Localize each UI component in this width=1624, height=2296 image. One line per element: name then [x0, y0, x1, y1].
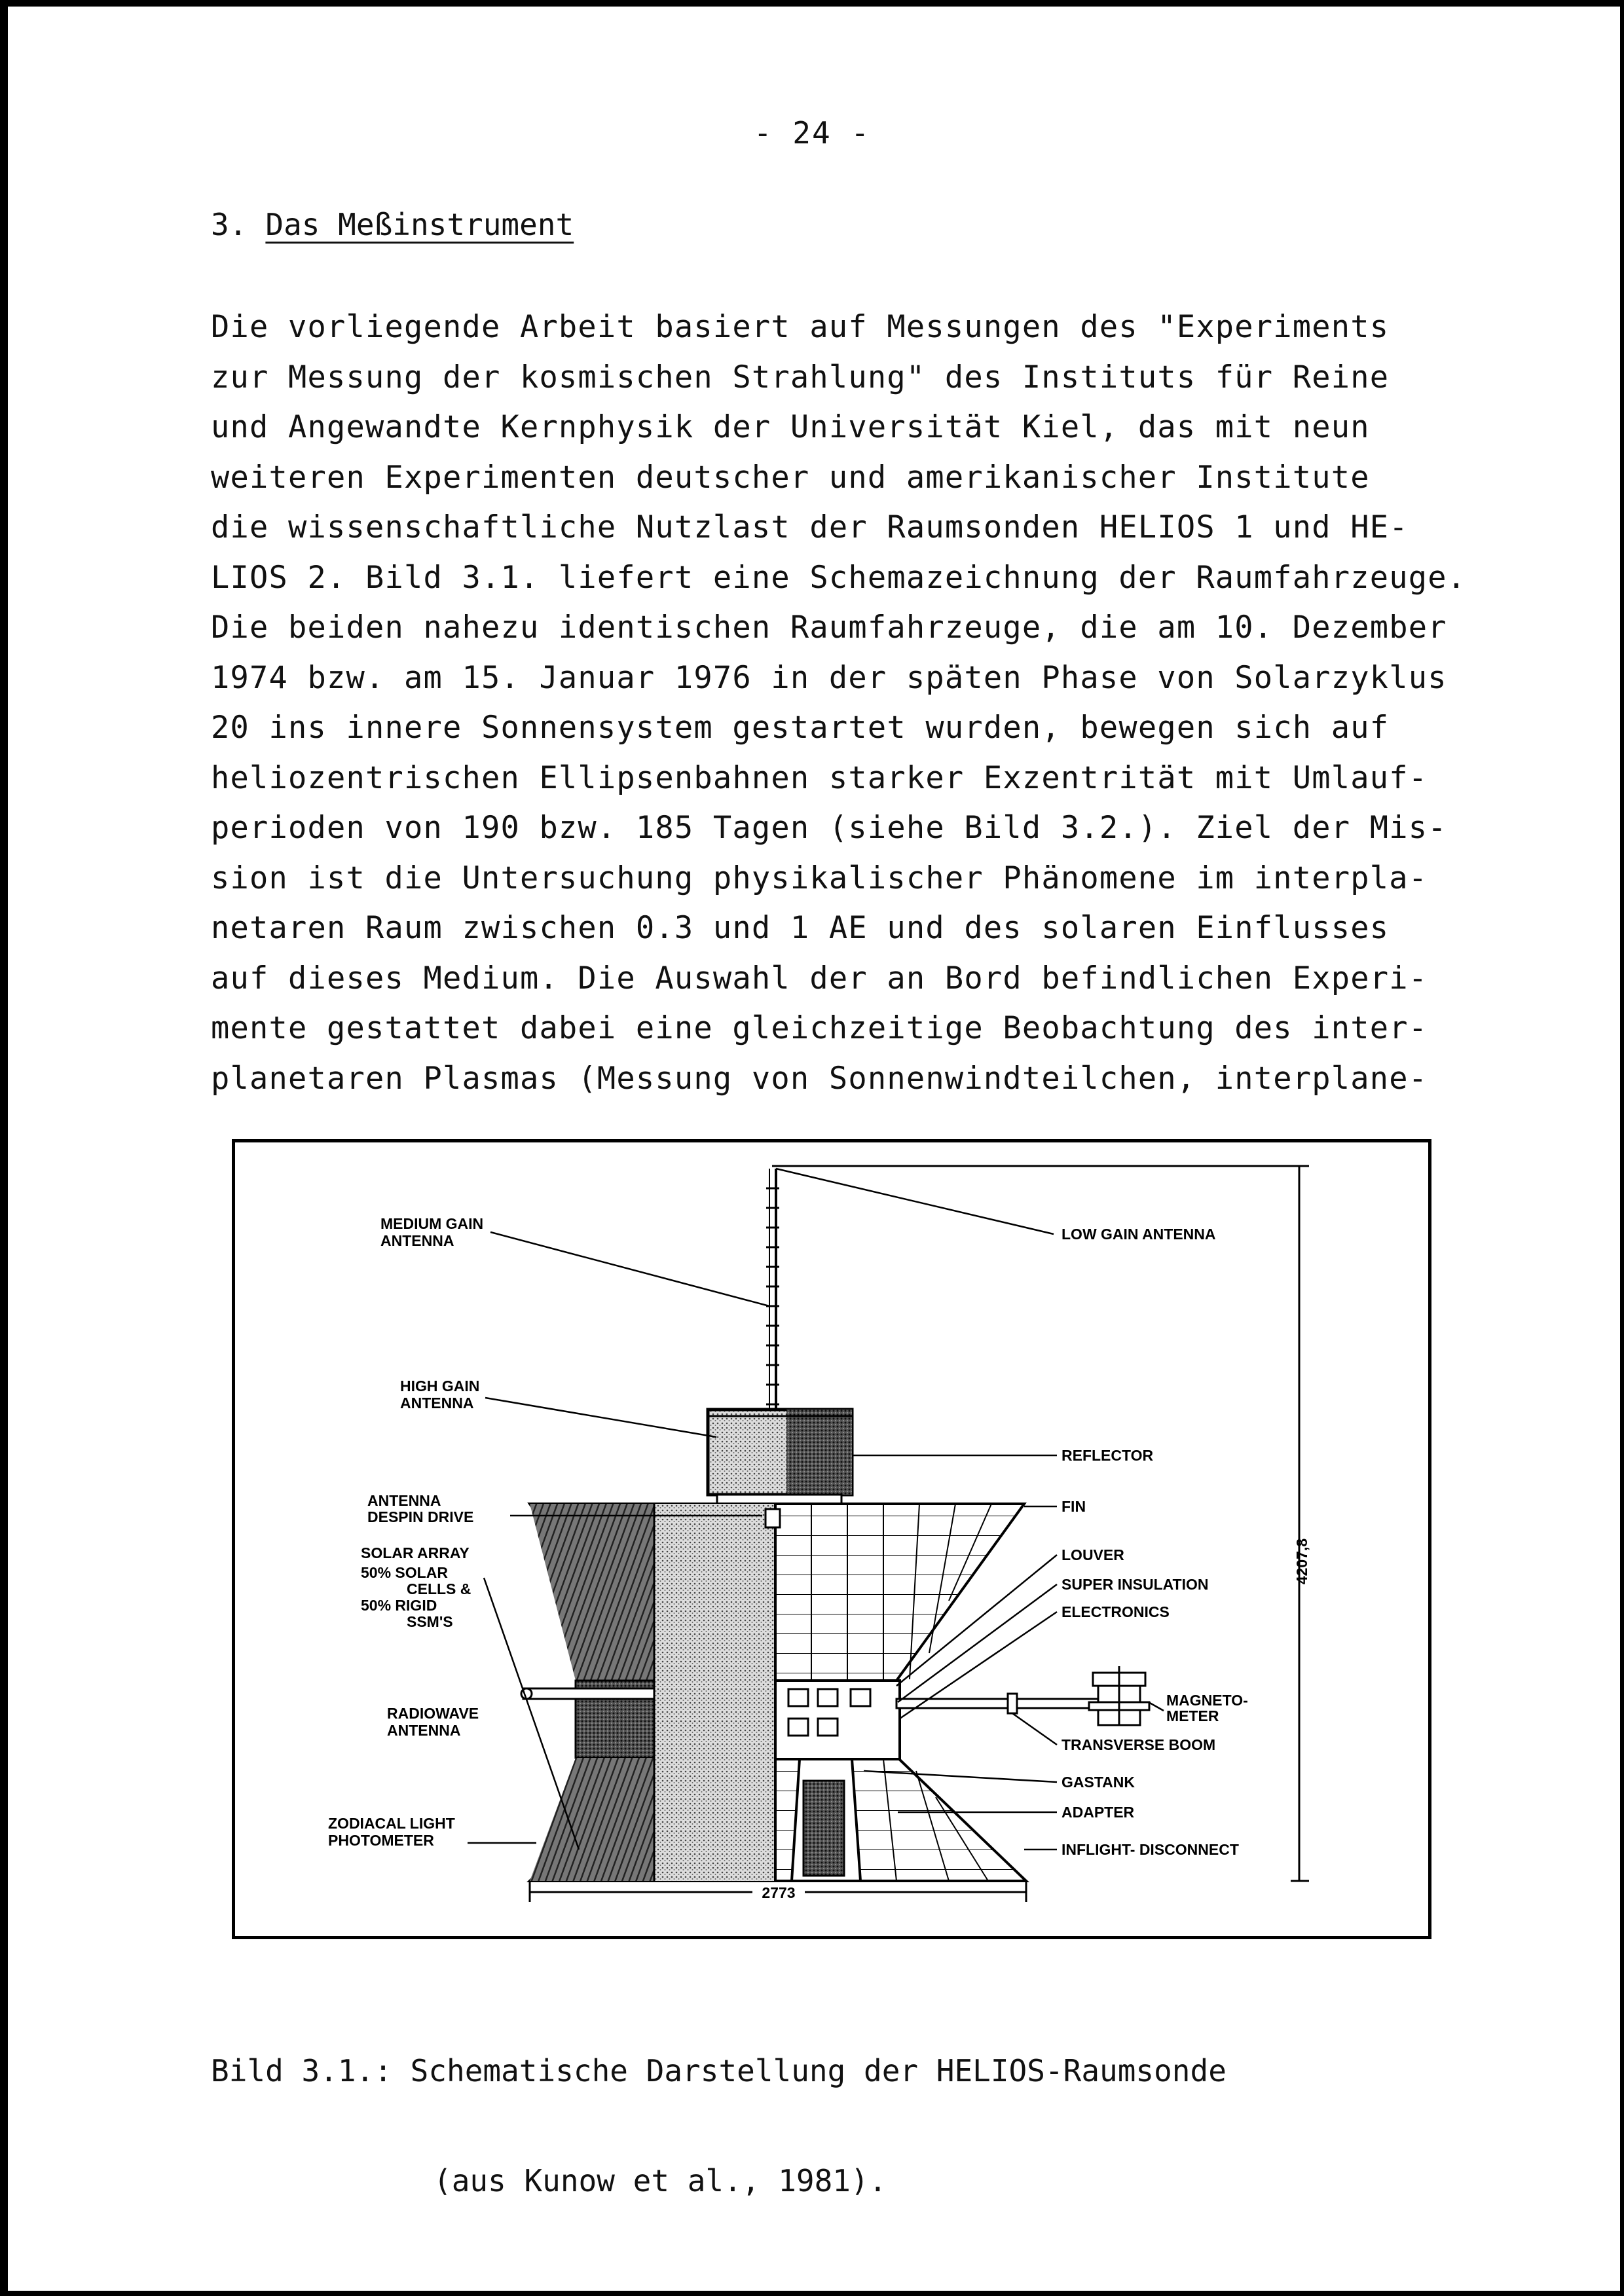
section-title: Das Meßinstrument: [265, 207, 574, 242]
label-antenna-despin-2: DESPIN DRIVE: [367, 1508, 474, 1525]
text-line: LIOS 2. Bild 3.1. liefert eine Schemazeichnung der Raumfahrzeuge.: [211, 559, 1467, 596]
text-line: zur Messung der kosmischen Strahlung" des Instituts für Reine: [211, 359, 1390, 395]
width-dimension-label: 2773: [762, 1884, 796, 1901]
text-line: heliozentrischen Ellipsenbahnen starker Exzentrität mit Umlauf-: [211, 759, 1428, 796]
text-line: auf dieses Medium. Die Auswahl der an Bord befindlichen Experi-: [211, 960, 1428, 996]
label-solar-array-3: CELLS &: [407, 1580, 471, 1597]
label-magnetometer: MAGNETO-: [1166, 1692, 1248, 1709]
text-line: Die beiden nahezu identischen Raumfahrzeuge, die am 10. Dezember: [211, 610, 1447, 646]
label-solar-array-5: SSM'S: [407, 1613, 453, 1630]
label-inflight-disconnect: INFLIGHT- DISCONNECT: [1061, 1841, 1239, 1858]
label-antenna-despin: ANTENNA: [367, 1492, 441, 1509]
section-number: 3.: [211, 207, 248, 242]
figure-helios-spacecraft: [232, 1139, 1431, 1939]
caption-line-2: (aus Kunow et al., 1981).: [434, 2163, 887, 2198]
text-line: die wissenschaftliche Nutzlast der Raumsonden HELIOS 1 und HE-: [211, 509, 1409, 545]
label-radiowave: RADIOWAVE: [387, 1705, 479, 1722]
label-super-insulation: SUPER INSULATION: [1061, 1576, 1209, 1593]
label-adapter: ADAPTER: [1061, 1804, 1135, 1821]
label-reflector: REFLECTOR: [1061, 1447, 1154, 1464]
text-line: perioden von 190 bzw. 185 Tagen (siehe Bild 3.2.). Ziel der Mis-: [211, 810, 1447, 846]
text-line: und Angewandte Kernphysik der Universität Kiel, das mit neun: [211, 409, 1370, 445]
label-high-gain-2: ANTENNA: [400, 1394, 474, 1412]
section-heading: [211, 207, 574, 242]
text-line: Die vorliegende Arbeit basiert auf Messungen des "Experiments: [211, 309, 1390, 345]
text-line: planetaren Plasmas (Messung von Sonnenwindteilchen, interplane-: [211, 1060, 1428, 1097]
text-line: 1974 bzw. am 15. Januar 1976 in der späten Phase von Solarzyklus: [211, 659, 1447, 696]
spacecraft-diagram: [235, 1142, 1428, 1936]
scan-border-left: [0, 0, 8, 2296]
page-number: - 24 -: [753, 115, 871, 151]
magnetometer: [1089, 1666, 1149, 1725]
label-medium-gain-2: ANTENNA: [380, 1232, 454, 1249]
label-radiowave-2: ANTENNA: [387, 1722, 461, 1739]
scan-border-bottom: [0, 2291, 1624, 2296]
scan-border-right: [1620, 0, 1624, 2296]
figure-caption: [211, 1982, 1227, 2269]
label-medium-gain: MEDIUM GAIN: [380, 1215, 484, 1232]
scan-border-top: [0, 0, 1624, 7]
label-high-gain: HIGH GAIN: [400, 1377, 480, 1394]
height-dimension-label: 4207,8: [1293, 1538, 1310, 1585]
label-magnetometer-2: METER: [1166, 1707, 1219, 1724]
label-gastank: GASTANK: [1061, 1774, 1135, 1791]
body-paragraph: [211, 302, 1507, 1104]
label-solar-array-2: 50% SOLAR: [361, 1564, 448, 1581]
text-line: sion ist die Untersuchung physikalischer Phänomene im interpla-: [211, 860, 1428, 896]
transverse-boom: [896, 1694, 1106, 1713]
label-low-gain-antenna: LOW GAIN ANTENNA: [1061, 1226, 1216, 1243]
text-line: weiteren Experimenten deutscher und amerikanischer Institute: [211, 459, 1370, 496]
text-line: netaren Raum zwischen 0.3 und 1 AE und des solaren Einflusses: [211, 910, 1390, 946]
text-line: 20 ins innere Sonnensystem gestartet wurden, bewegen sich auf: [211, 710, 1390, 746]
label-transverse-boom: TRANSVERSE BOOM: [1061, 1736, 1216, 1753]
high-gain-antenna-drum: [708, 1410, 852, 1505]
radiowave-antenna: [521, 1688, 654, 1699]
label-zodiacal-2: PHOTOMETER: [328, 1832, 434, 1849]
label-electronics: ELECTRONICS: [1061, 1603, 1170, 1620]
label-fin: FIN: [1061, 1498, 1086, 1515]
caption-line-1: Bild 3.1.: Schematische Darstellung der HELIOS-Raumsonde: [211, 2053, 1227, 2088]
label-zodiacal: ZODIACAL LIGHT: [328, 1815, 455, 1832]
label-louver: LOUVER: [1061, 1546, 1124, 1563]
text-line: mente gestattet dabei eine gleichzeitige Beobachtung des inter-: [211, 1010, 1428, 1046]
gastank-adapter: [792, 1759, 860, 1881]
label-solar-array: SOLAR ARRAY: [361, 1544, 470, 1561]
label-solar-array-4: 50% RIGID: [361, 1597, 437, 1614]
